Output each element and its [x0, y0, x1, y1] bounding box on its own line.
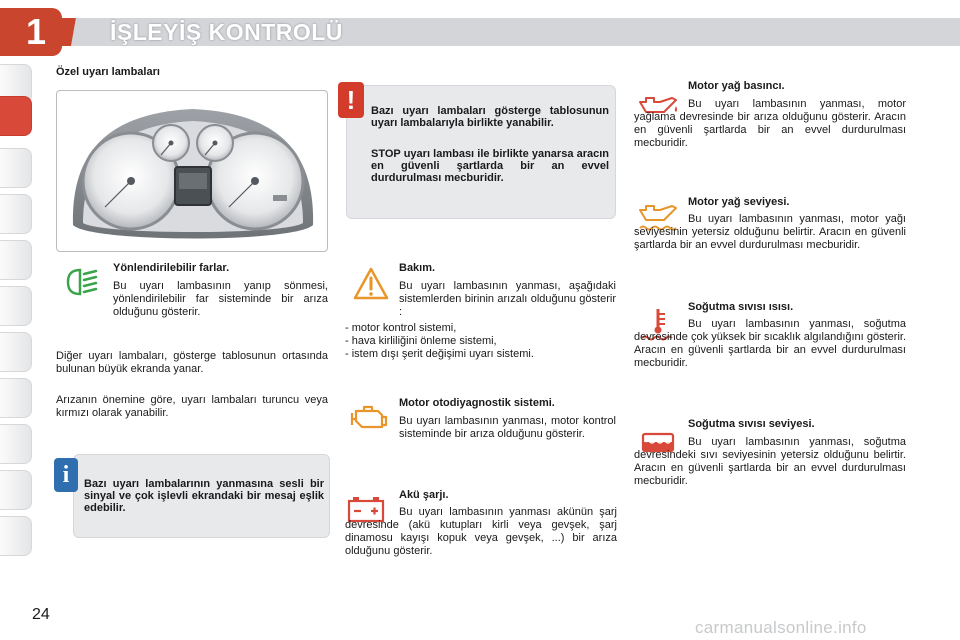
- list-item: - motor kontrol sistemi,: [345, 322, 457, 334]
- oil-pressure-text: Bu uyarı lambasının yanması, motor yağlama devresinde bir arıza olduğunu gösterir. Aracın en güvenli şartlarda bir an evvel durdurulması mecburidir.: [634, 98, 906, 149]
- service-system-list: [345, 322, 617, 361]
- coolant-level-block: [688, 418, 905, 431]
- stop-word: STOP: [371, 148, 401, 160]
- paragraph-lamp-colors: Arızanın önemine göre, uyarı lambaları turuncu veya kırmızı olarak yanabilir.: [56, 394, 328, 419]
- coolant-level-text: Bu uyarı lambasının yanması, soğutma devresindeki sıvı seviyesinin yetersiz olduğunu belirtir. Aracın en güvenli şartlarda bir an evvel durdurulması mecburidir.: [634, 436, 906, 487]
- coolant-temp-block: [688, 301, 905, 314]
- list-item: - istem dışı şerit değişimi uyarı sistemi.: [345, 348, 534, 360]
- diagnostic-block: [399, 397, 616, 441]
- chapter-tab-rail: [0, 64, 34, 574]
- chapter-header: [0, 8, 960, 56]
- oil-pressure-block: [688, 80, 905, 93]
- coolant-temp-text: Bu uyarı lambasının yanması, soğutma devresinde çok yüksek bir sıcaklık algılandığını gösterir. Aracın en güvenli şartlarda bir an evvel durdurulması mecburidir.: [634, 318, 906, 369]
- oil-pressure-title: Motor yağ basıncı.: [688, 80, 785, 92]
- chapter-tab: [0, 8, 62, 56]
- instrument-cluster-illustration: [65, 95, 321, 249]
- chapter-tab-8[interactable]: [0, 424, 32, 464]
- chapter-tab-2[interactable]: [0, 148, 32, 188]
- page-number: 24: [32, 606, 50, 623]
- chapter-tab-3[interactable]: [0, 194, 32, 234]
- info-icon: i: [54, 458, 78, 492]
- chapter-tab-4[interactable]: [0, 240, 32, 280]
- chapter-tab-6[interactable]: [0, 332, 32, 372]
- chapter-tab-1-active[interactable]: [0, 96, 32, 136]
- warning-note-title: Bazı uyarı lambaları gösterge tablosunun uyarı lambalarıyla birlikte yanabilir.: [371, 105, 609, 129]
- section-title: Özel uyarı lambaları: [56, 66, 160, 78]
- battery-title: Akü şarjı.: [399, 489, 449, 501]
- battery-block: [399, 489, 616, 502]
- instrument-cluster-figure: [56, 90, 328, 252]
- headlamps-block: [113, 262, 328, 319]
- service-title: Bakım.: [399, 262, 436, 274]
- warning-exclamation-icon: !: [338, 82, 364, 118]
- chapter-tab-9[interactable]: [0, 470, 32, 510]
- engine-check-icon: [348, 403, 388, 433]
- headlamps-text: Bu uyarı lambasının yanıp sönmesi, yönlendirilebilir far sisteminde bir arıza olduğunu gösterir.: [113, 280, 328, 318]
- service-warning-triangle-icon: [352, 266, 390, 302]
- info-note-text: Bazı uyarı lambalarının yanmasına sesli bir sinyal ve çok işlevli ekrandaki bir mesaj eşlik edebilir.: [84, 478, 324, 514]
- service-text: Bu uyarı lambasının yanması, aşağıdaki sistemlerden birinin arızalı olduğunu gösterir :: [399, 280, 616, 318]
- battery-text: Bu uyarı lambasının yanması akünün şarj devresinde (akü kutupları kirli veya gevşek, şarj dinamosu kayışı kopuk veya gevşek, ...) bir arıza olduğunu gösterir.: [345, 506, 617, 557]
- page-title: İŞLEYİŞ KONTROLÜ: [110, 19, 343, 45]
- chapter-tab-7[interactable]: [0, 378, 32, 418]
- oil-level-block: [688, 196, 905, 209]
- oil-level-title: Motor yağ seviyesi.: [688, 196, 790, 208]
- chapter-tab-5[interactable]: [0, 286, 32, 326]
- diagnostic-title: Motor otodiyagnostik sistemi.: [399, 397, 555, 409]
- coolant-temp-title: Soğutma sıvısı ısısı.: [688, 301, 794, 313]
- warning-note-body: [371, 148, 609, 184]
- paragraph-other-lamps: Diğer uyarı lambaları, gösterge tablosunun ortasında bulunan büyük ekranda yanar.: [56, 350, 328, 375]
- coolant-level-title: Soğutma sıvısı seviyesi.: [688, 418, 815, 430]
- header-slant: [60, 18, 90, 46]
- warning-note-text: uyarı lambası ile birlikte yanarsa aracın en güvenli şartlarda bir an evvel durdurulması mecburidir.: [371, 148, 609, 184]
- list-item: - hava kirliliğini önleme sistemi,: [345, 335, 497, 347]
- watermark: carmanualsonline.info: [695, 618, 867, 637]
- diagnostic-text: Bu uyarı lambasının yanması, motor kontrol sisteminde bir arıza olduğunu gösterir.: [399, 415, 616, 440]
- chapter-tab-10[interactable]: [0, 516, 32, 556]
- chapter-number: 1: [26, 11, 47, 52]
- headlamps-title: Yönlendirilebilir farlar.: [113, 262, 230, 274]
- directional-headlamp-icon: [58, 266, 102, 298]
- oil-level-text: Bu uyarı lambasının yanması, motor yağı seviyesinin yetersiz olduğunu belirtir. Aracın en güvenli şartlarda bir an evvel durdurulması mecburidir.: [634, 213, 906, 251]
- service-block: [399, 262, 616, 319]
